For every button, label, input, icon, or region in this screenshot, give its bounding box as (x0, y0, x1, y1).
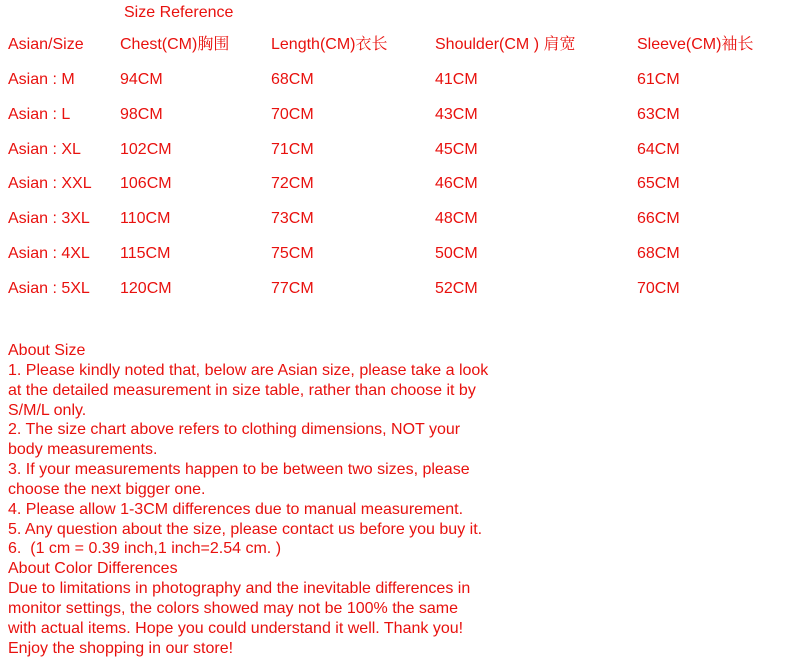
sleeve-cell: 64CM (637, 141, 680, 158)
size-table-row (0, 278, 800, 300)
chest-cell: 102CM (120, 141, 172, 158)
note-line: 2. The size chart above refers to clothing dimensions, NOT your (8, 421, 461, 439)
header-sleeve: Sleeve(CM)袖长 (637, 36, 754, 53)
about-size-heading: About Size (8, 342, 86, 359)
size-table-row (0, 139, 800, 161)
note-line: 1. Please kindly noted that, below are Asian size, please take a look (8, 361, 489, 379)
note-line: body measurements. (8, 441, 158, 459)
length-cell: 72CM (271, 175, 314, 192)
note-line: monitor settings, the colors showed may not be 100% the same (8, 599, 459, 617)
sleeve-cell: 70CM (637, 280, 680, 297)
note-line: choose the next bigger one. (8, 480, 206, 498)
size-cell: Asian : L (8, 106, 71, 123)
size-cell: Asian : 4XL (8, 245, 90, 262)
chest-cell: 120CM (120, 280, 172, 297)
size-table-row (0, 104, 800, 126)
note-line: Due to limitations in photography and the inevitable differences in (8, 580, 471, 598)
note-line: 4. Please allow 1-3CM differences due to manual measurement. (8, 500, 464, 518)
header-chest: Chest(CM)胸围 (120, 36, 230, 53)
shoulder-cell: 52CM (435, 280, 478, 297)
size-table-header-row (0, 34, 800, 56)
sleeve-cell: 61CM (637, 71, 680, 88)
chest-cell: 110CM (120, 210, 171, 227)
note-line: 6. (1 cm = 0.39 inch,1 inch=2.54 cm. ) (8, 540, 282, 558)
size-cell: Asian : 5XL (8, 280, 90, 297)
size-table-row (0, 243, 800, 265)
header-shoulder: Shoulder(CM ) 肩宽 (435, 36, 576, 53)
note-line: 5. Any question about the size, please contact us before you buy it. (8, 520, 483, 538)
shoulder-cell: 43CM (435, 106, 478, 123)
note-line: at the detailed measurement in size table, rather than choose it by (8, 381, 476, 399)
note-line: 3. If your measurements happen to be between two sizes, please (8, 461, 470, 479)
chest-cell: 98CM (120, 106, 163, 123)
length-cell: 71CM (271, 141, 314, 158)
sleeve-cell: 68CM (637, 245, 680, 262)
chest-cell: 106CM (120, 175, 172, 192)
length-cell: 73CM (271, 210, 314, 227)
chest-cell: 94CM (120, 71, 163, 88)
note-line: with actual items. Hope you could understand it well. Thank you! (8, 619, 464, 637)
size-cell: Asian : XL (8, 141, 81, 158)
about-color-heading: About Color Differences (8, 560, 178, 578)
header-length: Length(CM)衣长 (271, 36, 388, 53)
length-cell: 68CM (271, 71, 314, 88)
sleeve-cell: 63CM (637, 106, 680, 123)
length-cell: 75CM (271, 245, 314, 262)
header-size: Asian/Size (8, 36, 84, 53)
shoulder-cell: 41CM (435, 71, 478, 88)
shoulder-cell: 46CM (435, 175, 478, 192)
sleeve-cell: 65CM (637, 175, 680, 192)
size-table-row (0, 208, 800, 230)
shoulder-cell: 45CM (435, 141, 478, 158)
size-table-row (0, 173, 800, 195)
note-line: Enjoy the shopping in our store! (8, 639, 234, 657)
size-table-row (0, 69, 800, 91)
size-cell: Asian : M (8, 71, 75, 88)
length-cell: 70CM (271, 106, 314, 123)
size-notes (8, 341, 528, 659)
size-reference-title: Size Reference (124, 4, 234, 21)
length-cell: 77CM (271, 280, 314, 297)
chest-cell: 115CM (120, 245, 171, 262)
size-cell: Asian : 3XL (8, 210, 90, 227)
note-line: S/M/L only. (8, 401, 87, 419)
size-cell: Asian : XXL (8, 175, 92, 192)
shoulder-cell: 50CM (435, 245, 478, 262)
shoulder-cell: 48CM (435, 210, 478, 227)
sleeve-cell: 66CM (637, 210, 680, 227)
